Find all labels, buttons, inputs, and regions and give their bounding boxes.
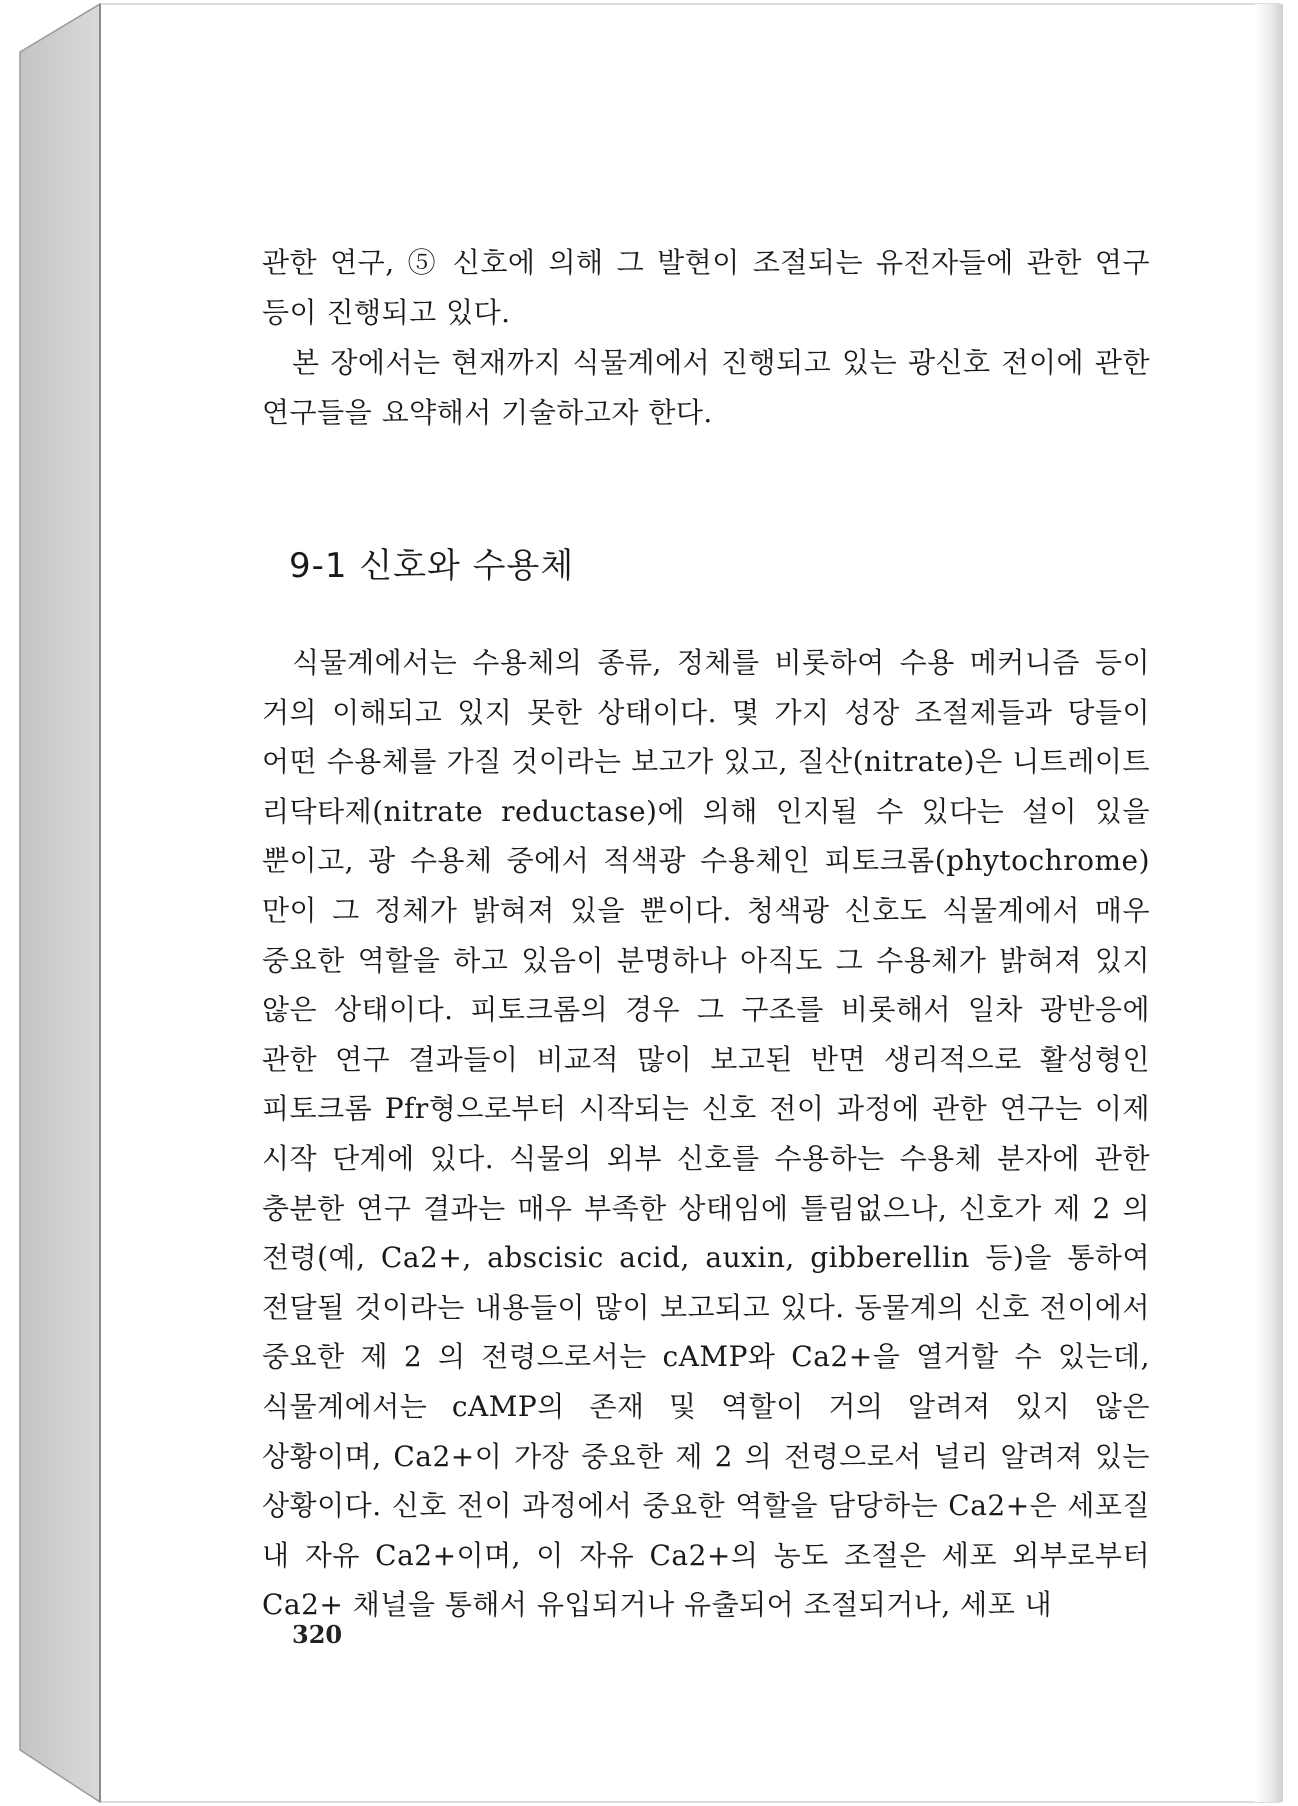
page-edge-shadow <box>1255 4 1283 1802</box>
intro-paragraph-2: 본 장에서는 현재까지 식물계에서 진행되고 있는 광신호 전이에 관한 연구들을 요약해서 기술하고자 한다. <box>262 346 1150 429</box>
book-spine <box>20 4 100 1802</box>
page-number: 320 <box>292 1620 343 1649</box>
main-paragraph: 식물계에서는 수용체의 종류, 정체를 비롯하여 수용 메커니즘 등이 거의 이해되고 있지 못한 상태이다. 몇 가지 성장 조절제들과 당들이 어떤 수용체를 가질 것이라는 보고가 있고, 질산(nitrate)은 니트레이트 리닥타제(nitrate reductase)에 의해 인지될 수 있다는 설이 있을 뿐이고, 광 수용체 중에서 적색광 수용체인 피토크롬(phytochrome)만이 그 정체가 밝혀져 있을 뿐이다. 청색광 신호도 식물계에서 매우 중요한 역할을 하고 있음이 분명하나 아직도 그 수용체가 밝혀져 있지 않은 상태이다. 피토크롬의 경우 그 구조를 비롯해서 일차 광반응에 관한 연구 결과들이 비교적 많이 보고된 반면 생리적으로 활성형인 피토크롬 Pfr형으로부터 시작되는 신호 전이 과정에 관한 연구는 이제 시작 단계에 있다. 식물의 외부 신호를 수용하는 수용체 분자에 관한 충분한 연구 결과는 매우 부족한 상태임에 틀림없으나, 신호가 제 2 의 전령(예, Ca2+, abscisic acid, auxin, gibberellin 등)을 통하여 전달될 것이라는 내용들이 많이 보고되고 있다. 동물계의 신호 전이에서 중요한 제 2 의 전령으로서는 cAMP와 Ca2+을 열거할 수 있는데, 식물계에서는 cAMP의 존재 및 역할이 거의 알려져 있지 않은 상황이며, Ca2+이 가장 중요한 제 2 의 전령으로서 널리 알려져 있는 상황이다. 신호 전이 과정에서 중요한 역할을 담당하는 Ca2+은 세포질 내 자유 Ca2+이며, 이 자유 Ca2+의 농도 조절은 세포 외부로부터 Ca2+ 채널을 통해서 유입되거나 유출되어 조절되거나, 세포 내 <box>262 646 1150 1622</box>
intro-paragraph-1: 관한 연구, ⑤ 신호에 의해 그 발현이 조절되는 유전자들에 관한 연구 등이 진행되고 있다. <box>262 246 1150 329</box>
section-heading: 9-1 신호와 수용체 <box>289 546 575 586</box>
